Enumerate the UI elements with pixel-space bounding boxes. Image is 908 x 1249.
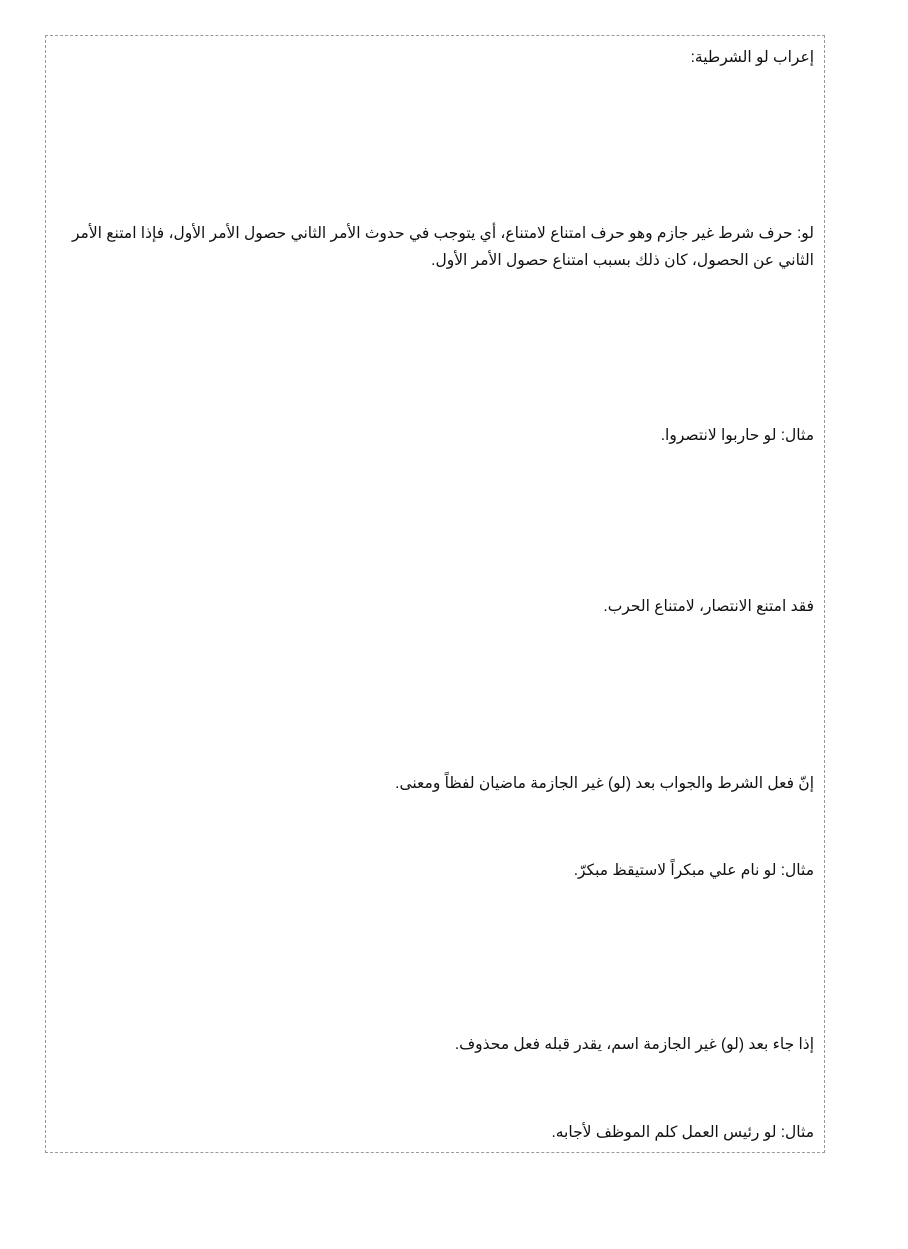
paragraph-example-3: مثال: لو رئيس العمل كلم الموظف لأجابه. bbox=[551, 1124, 814, 1141]
paragraph-definition: لو: حرف شرط غير جازم وهو حرف امتناع لامتناع، أي يتوجب في حدوث الأمر الثاني حصول الأمر الأول، فإذا امتنع الأمر الثاني عن الحصول، كان ذلك بسبب امتناع حصول الأمر الأول. bbox=[71, 225, 814, 269]
heading: إعراب لو الشرطية: bbox=[690, 49, 814, 66]
paragraph-example-2: مثال: لو نام علي مبكراً لاستيقظ مبكرّ. bbox=[573, 862, 814, 879]
paragraph-explanation: فقد امتنع الانتصار، لامتناع الحرب. bbox=[603, 598, 814, 615]
page-border-right bbox=[824, 35, 825, 1153]
paragraph-rule-1: إنّ فعل الشرط والجواب بعد (لو) غير الجازمة ماضيان لفظاً ومعنى. bbox=[395, 775, 814, 792]
paragraph-rule-2: إذا جاء بعد (لو) غير الجازمة اسم، يقدر قبله فعل محذوف. bbox=[454, 1036, 814, 1053]
paragraph-example-1: مثال: لو حاربوا لانتصروا. bbox=[660, 427, 814, 444]
